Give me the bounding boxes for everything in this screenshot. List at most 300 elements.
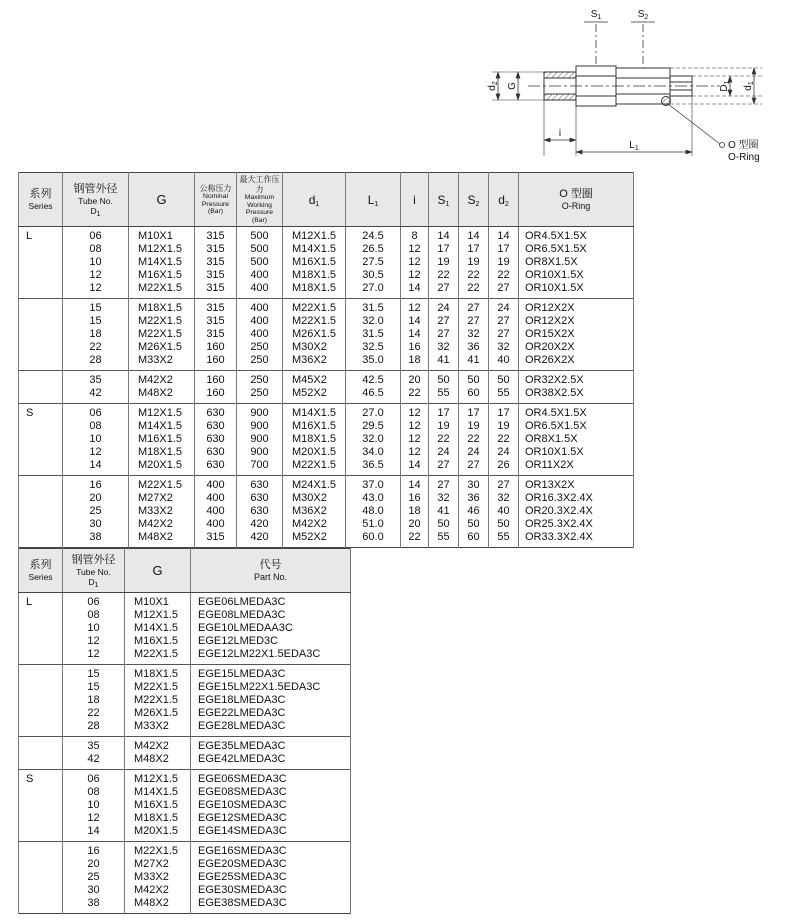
series-cell: S	[19, 404, 63, 476]
cell: 17	[459, 404, 489, 421]
cell: EGE28LMEDA3C	[191, 720, 351, 737]
label-d1: $d_1$	[743, 81, 755, 91]
cell: 29.5	[346, 420, 401, 433]
table-row	[19, 282, 634, 299]
dimension-table	[18, 172, 634, 548]
table-row	[19, 737, 351, 754]
cell: OR8X1.5X	[519, 433, 634, 446]
cell: 19	[429, 256, 459, 269]
cell: EGE25SMEDA3C	[191, 871, 351, 884]
cell: 26.5	[346, 243, 401, 256]
cell: 27.0	[346, 282, 401, 299]
cell: 36	[459, 341, 489, 354]
col-header-tube: 钢管外径 Tube No. $D_1$	[63, 549, 125, 593]
cell: OR8X1.5X	[519, 256, 634, 269]
col-header-S2: $S_2$	[459, 173, 489, 227]
cell: 630	[195, 459, 237, 476]
part-number-table-body	[19, 593, 351, 914]
cell: 14	[401, 459, 429, 476]
cell: 36	[459, 492, 489, 505]
cell: OR15X2X	[519, 328, 634, 341]
dimension-table-body	[19, 227, 634, 548]
cell: 500	[237, 227, 283, 244]
col-header-thread-g: G	[125, 549, 191, 593]
cell: EGE16SMEDA3C	[191, 842, 351, 859]
cell: 900	[237, 446, 283, 459]
cell: M30X2	[283, 492, 346, 505]
cell: 20	[63, 858, 125, 871]
cell: 14	[459, 227, 489, 244]
col-header-series: 系列 Series	[19, 173, 63, 227]
cell: 10	[63, 433, 129, 446]
cell: M26X1.5	[129, 341, 195, 354]
cell: OR10X1.5X	[519, 446, 634, 459]
cell: 630	[237, 492, 283, 505]
cell: 12	[63, 269, 129, 282]
cell: M18X1.5	[125, 812, 191, 825]
cell: M12X1.5	[129, 243, 195, 256]
cell: M27X2	[125, 858, 191, 871]
cell: M22X1.5	[129, 476, 195, 493]
table-row	[19, 825, 351, 842]
cell: M10X1	[125, 593, 191, 610]
cell: M48X2	[125, 753, 191, 770]
cell: 14	[429, 227, 459, 244]
cell: 420	[237, 531, 283, 548]
table-row	[19, 227, 634, 244]
cell: OR4.5X1.5X	[519, 227, 634, 244]
cell: 06	[63, 404, 129, 421]
table-row	[19, 753, 351, 770]
thread-hatch-bottom	[544, 94, 576, 100]
cell: 35	[63, 371, 129, 388]
cell: OR32X2.5X	[519, 371, 634, 388]
cell: 32.5	[346, 341, 401, 354]
cell: 22	[429, 269, 459, 282]
cell: 08	[63, 609, 125, 622]
cell: M14X1.5	[125, 786, 191, 799]
cell: 55	[429, 531, 459, 548]
cell: 36.5	[346, 459, 401, 476]
cell: 12	[63, 648, 125, 665]
cell: 12	[63, 812, 125, 825]
cell: 500	[237, 243, 283, 256]
cell: EGE42LMEDA3C	[191, 753, 351, 770]
cell: OR10X1.5X	[519, 269, 634, 282]
cell: 08	[63, 786, 125, 799]
cell: 315	[195, 315, 237, 328]
cell: 12	[401, 446, 429, 459]
cell: 15	[63, 315, 129, 328]
cell: 900	[237, 404, 283, 421]
cell: M22X1.5	[283, 315, 346, 328]
cell: M33X2	[129, 505, 195, 518]
table-row	[19, 720, 351, 737]
cell: 27	[429, 459, 459, 476]
cell: 16	[401, 492, 429, 505]
cell: 15	[63, 665, 125, 682]
cell: 27	[459, 299, 489, 316]
table-row	[19, 404, 634, 421]
cell: 18	[401, 505, 429, 518]
cell: 42	[63, 753, 125, 770]
cell: 28	[63, 354, 129, 371]
series-cell	[19, 371, 63, 404]
cell: 32	[489, 492, 519, 505]
cell: 55	[429, 387, 459, 404]
table-row	[19, 648, 351, 665]
col-header-series: 系列 Series	[19, 549, 63, 593]
cell: 16	[63, 842, 125, 859]
label-D1: $D_1$	[719, 80, 731, 92]
cell: 900	[237, 433, 283, 446]
cell: 15	[63, 681, 125, 694]
cell: EGE30SMEDA3C	[191, 884, 351, 897]
cell: 19	[459, 256, 489, 269]
cell: M45X2	[283, 371, 346, 388]
label-s2: $S_2$	[637, 9, 649, 21]
cell: 50	[429, 371, 459, 388]
cell: 40	[489, 354, 519, 371]
cell: 18	[63, 694, 125, 707]
cell: 14	[401, 315, 429, 328]
series-cell	[19, 476, 63, 548]
table-row	[19, 694, 351, 707]
cell: M16X1.5	[125, 799, 191, 812]
cell: 10	[63, 622, 125, 635]
cell: EGE18LMEDA3C	[191, 694, 351, 707]
series-cell: L	[19, 593, 63, 665]
cell: 32	[429, 341, 459, 354]
table-row	[19, 665, 351, 682]
cell: 50	[429, 518, 459, 531]
cell: 43.0	[346, 492, 401, 505]
cell: M14X1.5	[129, 256, 195, 269]
cell: 630	[195, 404, 237, 421]
cell: EGE10SMEDA3C	[191, 799, 351, 812]
cell: 315	[195, 328, 237, 341]
cell: 30	[63, 518, 129, 531]
cell: 28	[63, 720, 125, 737]
cell: 38	[63, 897, 125, 914]
cell: M42X2	[125, 737, 191, 754]
table-row	[19, 884, 351, 897]
cell: 700	[237, 459, 283, 476]
series-cell	[19, 737, 63, 770]
series-cell	[19, 665, 63, 737]
cell: 34.0	[346, 446, 401, 459]
cell: M12X1.5	[283, 227, 346, 244]
cell: M20X1.5	[129, 459, 195, 476]
cell: 27	[489, 476, 519, 493]
cell: 27.0	[346, 404, 401, 421]
label-d2: $d_2$	[487, 81, 499, 91]
cell: 400	[237, 282, 283, 299]
cell: 630	[195, 446, 237, 459]
cell: 900	[237, 420, 283, 433]
cell: 315	[195, 227, 237, 244]
cell: M22X1.5	[129, 282, 195, 299]
cell: 12	[63, 282, 129, 299]
o-ring-section	[662, 97, 671, 106]
table-row	[19, 420, 634, 433]
cell: M22X1.5	[129, 315, 195, 328]
cell: EGE38SMEDA3C	[191, 897, 351, 914]
cell: 630	[237, 476, 283, 493]
cell: 15	[63, 299, 129, 316]
cell: 32	[489, 341, 519, 354]
cell: 400	[237, 315, 283, 328]
cell: 30	[459, 476, 489, 493]
cell: 315	[195, 243, 237, 256]
cell: 160	[195, 371, 237, 388]
cell: 315	[195, 282, 237, 299]
cell: 50	[489, 518, 519, 531]
cell: OR12X2X	[519, 315, 634, 328]
cell: 55	[489, 387, 519, 404]
cell: 19	[489, 256, 519, 269]
table-row	[19, 256, 634, 269]
table-row	[19, 593, 351, 610]
thread-hatch-top	[544, 72, 576, 78]
cell: 27	[459, 315, 489, 328]
table-row	[19, 299, 634, 316]
cell: M12X1.5	[125, 609, 191, 622]
cell: OR13X2X	[519, 476, 634, 493]
cell: 22	[401, 387, 429, 404]
cell: 22	[459, 269, 489, 282]
cell: M20X1.5	[125, 825, 191, 842]
table-row	[19, 858, 351, 871]
cell: EGE08LMEDA3C	[191, 609, 351, 622]
cell: M18X1.5	[129, 446, 195, 459]
cell: 14	[401, 476, 429, 493]
cell: M30X2	[283, 341, 346, 354]
label-g: G	[507, 82, 518, 90]
cell: M52X2	[283, 387, 346, 404]
cell: 20	[401, 371, 429, 388]
cell: M42X2	[283, 518, 346, 531]
cell: 14	[401, 328, 429, 341]
cell: M22X1.5	[129, 328, 195, 341]
cell: 315	[195, 531, 237, 548]
cell: OR26X2X	[519, 354, 634, 371]
cell: 25	[63, 505, 129, 518]
table-row	[19, 842, 351, 859]
cell: 32	[429, 492, 459, 505]
cell: EGE20SMEDA3C	[191, 858, 351, 871]
cell: 250	[237, 341, 283, 354]
cell: 41	[459, 354, 489, 371]
cell: 41	[429, 505, 459, 518]
cell: 10	[63, 799, 125, 812]
cell: 32.0	[346, 315, 401, 328]
cell: M14X1.5	[283, 404, 346, 421]
cell: M33X2	[129, 354, 195, 371]
cell: M33X2	[125, 720, 191, 737]
table-row	[19, 609, 351, 622]
table-row	[19, 243, 634, 256]
table-row	[19, 341, 634, 354]
cell: M18X1.5	[125, 665, 191, 682]
cell: 22	[459, 282, 489, 299]
cell: 24	[489, 299, 519, 316]
cell: M26X1.5	[125, 707, 191, 720]
cell: EGE12LM22X1.5EDA3C	[191, 648, 351, 665]
cell: 315	[195, 256, 237, 269]
cell: M27X2	[129, 492, 195, 505]
cell: 27	[429, 328, 459, 341]
table-row	[19, 681, 351, 694]
col-header-thread-g: G	[129, 173, 195, 227]
cell: M42X2	[129, 371, 195, 388]
cell: 27.5	[346, 256, 401, 269]
cell: 10	[63, 256, 129, 269]
col-header-L1: $L_1$	[346, 173, 401, 227]
table-row	[19, 812, 351, 825]
cell: M22X1.5	[125, 681, 191, 694]
header-row	[19, 173, 634, 227]
cell: 22	[429, 433, 459, 446]
cell: EGE08SMEDA3C	[191, 786, 351, 799]
cell: 42.5	[346, 371, 401, 388]
cell: 17	[429, 404, 459, 421]
cell: 630	[195, 433, 237, 446]
cell: M12X1.5	[125, 770, 191, 787]
cell: 12	[63, 635, 125, 648]
cell: 14	[401, 282, 429, 299]
cell: OR12X2X	[519, 299, 634, 316]
cell: 22	[63, 707, 125, 720]
cell: 25	[63, 871, 125, 884]
table-row	[19, 897, 351, 914]
cell: 250	[237, 371, 283, 388]
series-cell	[19, 842, 63, 914]
cell: 315	[195, 269, 237, 282]
cell: EGE12LMED3C	[191, 635, 351, 648]
cell: M42X2	[125, 884, 191, 897]
cell: 27	[459, 459, 489, 476]
cell: 250	[237, 387, 283, 404]
cell: 12	[63, 446, 129, 459]
cell: OR6.5X1.5X	[519, 420, 634, 433]
cell: 160	[195, 354, 237, 371]
cell: 8	[401, 227, 429, 244]
cell: M42X2	[129, 518, 195, 531]
table-row	[19, 518, 634, 531]
cell: 08	[63, 420, 129, 433]
cell: OR25.3X2.4X	[519, 518, 634, 531]
cell: 18	[401, 354, 429, 371]
label-i: i	[558, 128, 562, 139]
cell: 14	[63, 459, 129, 476]
cell: M18X1.5	[283, 433, 346, 446]
col-header-max-pressure: 最大工作压力 Maximum Working Pressure (Bar)	[237, 173, 283, 227]
label-oring-en: O-Ring	[728, 152, 760, 163]
cell: 400	[195, 492, 237, 505]
label-L1: $L_1$	[629, 140, 639, 152]
cell: 12	[401, 433, 429, 446]
cell: M48X2	[129, 531, 195, 548]
series-cell: S	[19, 770, 63, 842]
cell: 50	[459, 371, 489, 388]
cell: EGE15LMEDA3C	[191, 665, 351, 682]
cell: 12	[401, 269, 429, 282]
cell: 400	[237, 328, 283, 341]
cell: M18X1.5	[129, 299, 195, 316]
cell: 17	[489, 243, 519, 256]
cell: 16	[63, 476, 129, 493]
cell: 20	[63, 492, 129, 505]
cell: M12X1.5	[129, 404, 195, 421]
cell: 400	[195, 518, 237, 531]
cell: M14X1.5	[125, 622, 191, 635]
cell: 12	[401, 404, 429, 421]
cell: 35	[63, 737, 125, 754]
cell: M16X1.5	[283, 256, 346, 269]
table-row	[19, 799, 351, 812]
cell: M22X1.5	[125, 648, 191, 665]
cell: 22	[459, 433, 489, 446]
cell: EGE35LMEDA3C	[191, 737, 351, 754]
table-row	[19, 371, 634, 388]
cell: 22	[401, 531, 429, 548]
table-row	[19, 786, 351, 799]
cell: 60	[459, 531, 489, 548]
cell: M26X1.5	[283, 328, 346, 341]
cell: EGE10LMEDAA3C	[191, 622, 351, 635]
table-row	[19, 476, 634, 493]
label-oring-cn: O 型圈	[728, 140, 759, 151]
cell: 19	[459, 420, 489, 433]
cell: 14	[63, 825, 125, 842]
table-row	[19, 446, 634, 459]
cell: M22X1.5	[125, 842, 191, 859]
cell: 17	[459, 243, 489, 256]
cell: 46	[459, 505, 489, 518]
table-row	[19, 622, 351, 635]
cell: M22X1.5	[283, 299, 346, 316]
cell: 32.0	[346, 433, 401, 446]
cell: 50	[459, 518, 489, 531]
cell: 42	[63, 387, 129, 404]
table-row	[19, 315, 634, 328]
cell: M16X1.5	[129, 433, 195, 446]
cell: 27	[429, 282, 459, 299]
cell: OR20.3X2.4X	[519, 505, 634, 518]
cell: EGE06LMEDA3C	[191, 593, 351, 610]
table-row	[19, 354, 634, 371]
col-header-tube: 钢管外径 Tube No. $D_1$	[63, 173, 129, 227]
cell: M52X2	[283, 531, 346, 548]
cell: 630	[237, 505, 283, 518]
cell: 12	[401, 420, 429, 433]
cell: 46.5	[346, 387, 401, 404]
cell: M14X1.5	[129, 420, 195, 433]
cell: 27	[429, 315, 459, 328]
cell: OR33.3X2.4X	[519, 531, 634, 548]
table-row	[19, 770, 351, 787]
cell: 16	[401, 341, 429, 354]
cell: 24	[429, 446, 459, 459]
cell: 27	[489, 315, 519, 328]
table-row	[19, 505, 634, 518]
cell: 38	[63, 531, 129, 548]
cell: EGE12SMEDA3C	[191, 812, 351, 825]
table-row	[19, 433, 634, 446]
cell: 400	[237, 269, 283, 282]
col-header-nominal-pressure: 公称压力 Nominal Pressure (Bar)	[195, 173, 237, 227]
